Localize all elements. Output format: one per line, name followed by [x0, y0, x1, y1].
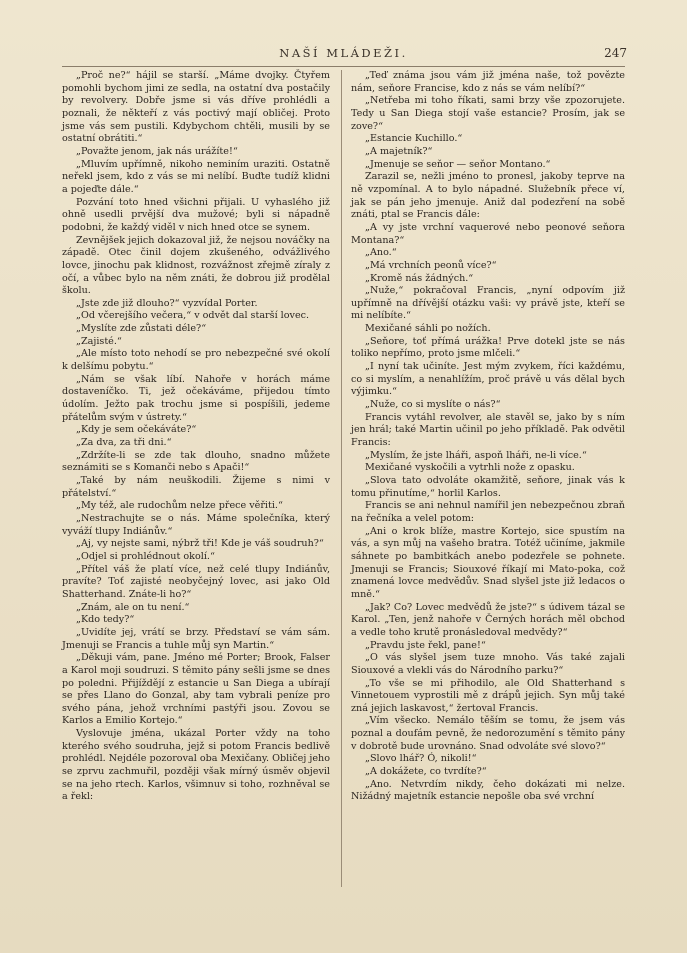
paragraph: „Nuže, co si myslíte o nás?“: [365, 399, 501, 411]
paragraph: „A vy jste vrchní vaquerové nebo peonové seňora Montana?“: [351, 221, 625, 246]
paragraph: „I nyní tak učiníte. Jest mým zvykem, říci každému, co si myslím, a nenahlížím, proč právě u vás dělal bych výjimku.“: [351, 361, 625, 398]
paragraph: „Netřeba mi toho říkati, sami brzy vše zpozorujete. Tedy u San Diega stojí vaše estancie? Prosím, jak se zove?“: [351, 95, 625, 132]
paragraph: „Kdy je sem očekáváte?“: [76, 424, 197, 436]
paragraph: „Považte jenom, jak nás urážíte!“: [76, 145, 238, 157]
paragraph: Mexičané sáhli po nožích.: [365, 323, 491, 335]
paragraph: „Seňore, toť přímá urážka! Prve dotekl jste se nás toliko nepřímo, proto jsme mlčeli.“: [351, 335, 625, 360]
paragraph: „Slovo lhář? Ó, nikoli!“: [365, 753, 477, 765]
paragraph: „Proč ne?“ hájil se starší. „Máme dvojky. Čtyřem pomohli bychom jimi ze sedla, na ostatní dva postačily by revolvery. Dobře jsme si vás dříve prohlédli a poznali, že někteří z vás poctivý mají obličej. Proto jsme vás sem pustili. Kdybychom chtěli, musili by se ostatní obrátiti.“: [62, 70, 330, 145]
paragraph: „Kdo tedy?“: [76, 614, 135, 626]
paragraph: Mexičané vyskočili a vytrhli nože z opasku.: [365, 462, 575, 474]
paragraph: „Ano. Netvrdím nikdy, čeho dokázati mi nelze. Nižádný majetník estancie nepošle oba své vrchní: [351, 778, 625, 803]
paragraph: „Slova tato odvoláte okamžitě, seňore, jinak vás k tomu přinutíme,“ horlil Karlos.: [351, 475, 625, 499]
paragraph: „Od včerejšího večera,“ v odvět dal starší lovec.: [76, 310, 310, 322]
paragraph: „Vím všecko. Nemálo těším se tomu, že jsem vás poznal a doufám pevně, že nedorozumění s těmito pány v dobrotě bude urovnáno. Snad odvoláte své slovo?“: [351, 715, 625, 752]
header-rule: [62, 66, 625, 67]
paragraph: „Jmenuje se seňor — seňor Montano.“: [365, 158, 551, 170]
paragraph: „My též, ale rudochům nelze přece věřiti.“: [76, 500, 283, 512]
paragraph: „Myslím, že jste lháři, aspoň lháři, ne-li více.“: [365, 449, 587, 461]
paragraph: „To vše se mi přihodilo, ale Old Shatterhand s Vinnetouem vyprostili mě z drápů jejich. Syn můj také zná jejich laskavost,“ žertoval Francis.: [351, 677, 625, 714]
paragraph: „Nuže,“ pokračoval Francis, „nyní odpovím již upřímně na dřívější otázku vaši: vy právě jste, kteří se mi nelíbíte.“: [351, 285, 625, 322]
running-title: NAŠÍ MLÁDEŽI.: [279, 46, 408, 60]
paragraph: „Pravdu jste řekl, pane!“: [365, 639, 486, 651]
paragraph: „Znám, ale on tu není.“: [76, 601, 190, 613]
page-header: [60, 46, 627, 64]
paragraph: „Nestrachujte se o nás. Máme společníka, který vyváží tlupy Indiánův.“: [62, 512, 330, 537]
paragraph: „Kromě nás žádných.“: [365, 272, 474, 284]
paragraph: Vyslovuje jména, ukázal Porter vždy na toho kterého svého soudruha, jejž si potom Francis bedlivě prohlédl. Nejdéle pozoroval oba Mexičany. Obličej jeho se zprvu zachmuřil, později však mírný úsměv objevil se na jeho rtech. Karlos, všimnuv si toho, rozhněval se a řekl:: [62, 728, 330, 803]
paragraph: „Teď známa jsou vám již jména naše, tož povězte nám, seňore Francise, kdo z nás se vám nelíbí?“: [351, 70, 625, 94]
page-number: 247: [604, 46, 627, 60]
paragraph: „A majetník?“: [365, 145, 433, 157]
right-column: [351, 70, 625, 804]
paragraph: „Estancie Kuchillo.“: [365, 133, 463, 145]
paragraph: „Za dva, za tři dni.“: [76, 437, 172, 449]
paragraph: Zarazil se, nežli jméno to pronesl, jakoby teprve na ně vzpomínal. A to bylo nápadné. Služebník přece ví, jak se pán jeho jmenuje. Aniž dal podezření na sobě znáti, ptal se Francis dále:: [351, 171, 625, 221]
paragraph: „Ano.“: [365, 247, 397, 259]
paragraph: Francis se ani nehnul namířil jen nebezpečnou zbraň na řečníka a velel potom:: [351, 500, 625, 524]
paragraph: „Nám se však líbí. Nahoře v horách máme dostaveníčko. Ti, jež očekáváme, přijedou tímto údolím. Ježto pak trochu jsme si pospíšili, jedeme přátelům svým v ústrety.“: [62, 373, 330, 423]
paragraph: „Ani o krok blíže, mastre Kortejo, sice spustím na vás, a syn můj na vašeho bratra. Totéž učiníme, jakmile sáhnete po bambitkách anebo podezřele se pohnete. Jmenuji se Francis; Siouxové říkají mi Mato-poka, což znamená lovce medvědův. Snad slyšel jste již ledacos o mně.“: [351, 525, 625, 600]
paragraph: „Aj, vy nejste sami, nýbrž tři! Kde je váš soudruh?“: [76, 538, 324, 550]
left-column: [62, 70, 330, 804]
paragraph: „O vás slyšel jsem tuze mnoho. Vás také zajali Siouxové a vlekli vás do Národního parku?“: [351, 652, 625, 676]
column-divider: [341, 70, 342, 887]
paragraph: Francis vytáhl revolver, ale stavěl se, jako by s ním jen hrál; také Martin učinil po jeho příkladě. Pak odvětil Francis:: [351, 411, 625, 449]
paragraph: „Myslíte zde zůstati déle?“: [76, 323, 207, 335]
paragraph: „Zajisté.“: [76, 335, 122, 347]
paragraph: „Zdržíte-li se zde tak dlouho, snadno můžete seznámiti se s Komanči nebo s Apači!“: [62, 449, 330, 474]
paragraph: „Mluvím upřímně, nikoho neminím uraziti. Ostatně neřekl jsem, kdo z vás se mi nelíbí. Buďte tudíž klidni a pojeďte dále.“: [62, 158, 330, 195]
paragraph: „Děkuji vám, pane. Jméno mé Porter; Brook, Falser a Karol moji soudruzi. S těmito pány sešli jsme se dnes po poledni. Přijíždějí z estancie u San Diega a ubírají se přes Llano do Gonzal, aby tam vybrali peníze pro svého pána, jehož vrchními pastýři jsou. Zovou se Karlos a Emilio Kortejo.“: [62, 652, 330, 727]
paragraph: „Jak? Co? Lovec medvědů že jste?“ s údivem tázal se Karol. „Ten, jenž nahoře v Černých horách měl obchod a vedle toho krutě pronásledoval medvědy?“: [351, 601, 625, 638]
paragraph: „Přítel váš že platí více, než celé tlupy Indiánův, pravíte? Toť zajisté neobyčejný lovec, asi jako Old Shatterhand. Znáte-li ho?“: [62, 563, 330, 600]
paragraph: „Má vrchních peonů více?“: [365, 259, 497, 271]
paragraph: Pozvání toto hned všichni přijali. U vyhaslého již ohně usedli prvější dva mužové; byli si nápadně podobni, že každý viděl v nich hned otce se synem.: [62, 196, 330, 233]
paragraph: „Odjel si prohlédnout okolí.“: [76, 550, 215, 562]
paragraph: „Uvidíte jej, vrátí se brzy. Představí se vám sám. Jmenuji se Francis a tuhle můj syn Martin.“: [62, 626, 330, 651]
paragraph: Zevnějšek jejich dokazoval již, že nejsou nováčky na západě. Otec činil dojem zkušeného, odvážlivého lovce, jinochu pak klidnost, rozvážnost zřejmě zíraly z očí, a vůbec bylo na něm znáti, že dobrou již prodělal školu.: [62, 234, 330, 297]
paragraph: „Ale místo toto nehodí se pro nebezpečné své okolí k delšímu pobytu.“: [62, 348, 330, 373]
paragraph: „A dokážete, co tvrdíte?“: [365, 766, 487, 778]
paragraph: „Také by nám neuškodili. Žijeme s nimi v přátelství.“: [62, 475, 330, 499]
paragraph: „Jste zde již dlouho?“ vyzvídal Porter.: [76, 297, 258, 309]
